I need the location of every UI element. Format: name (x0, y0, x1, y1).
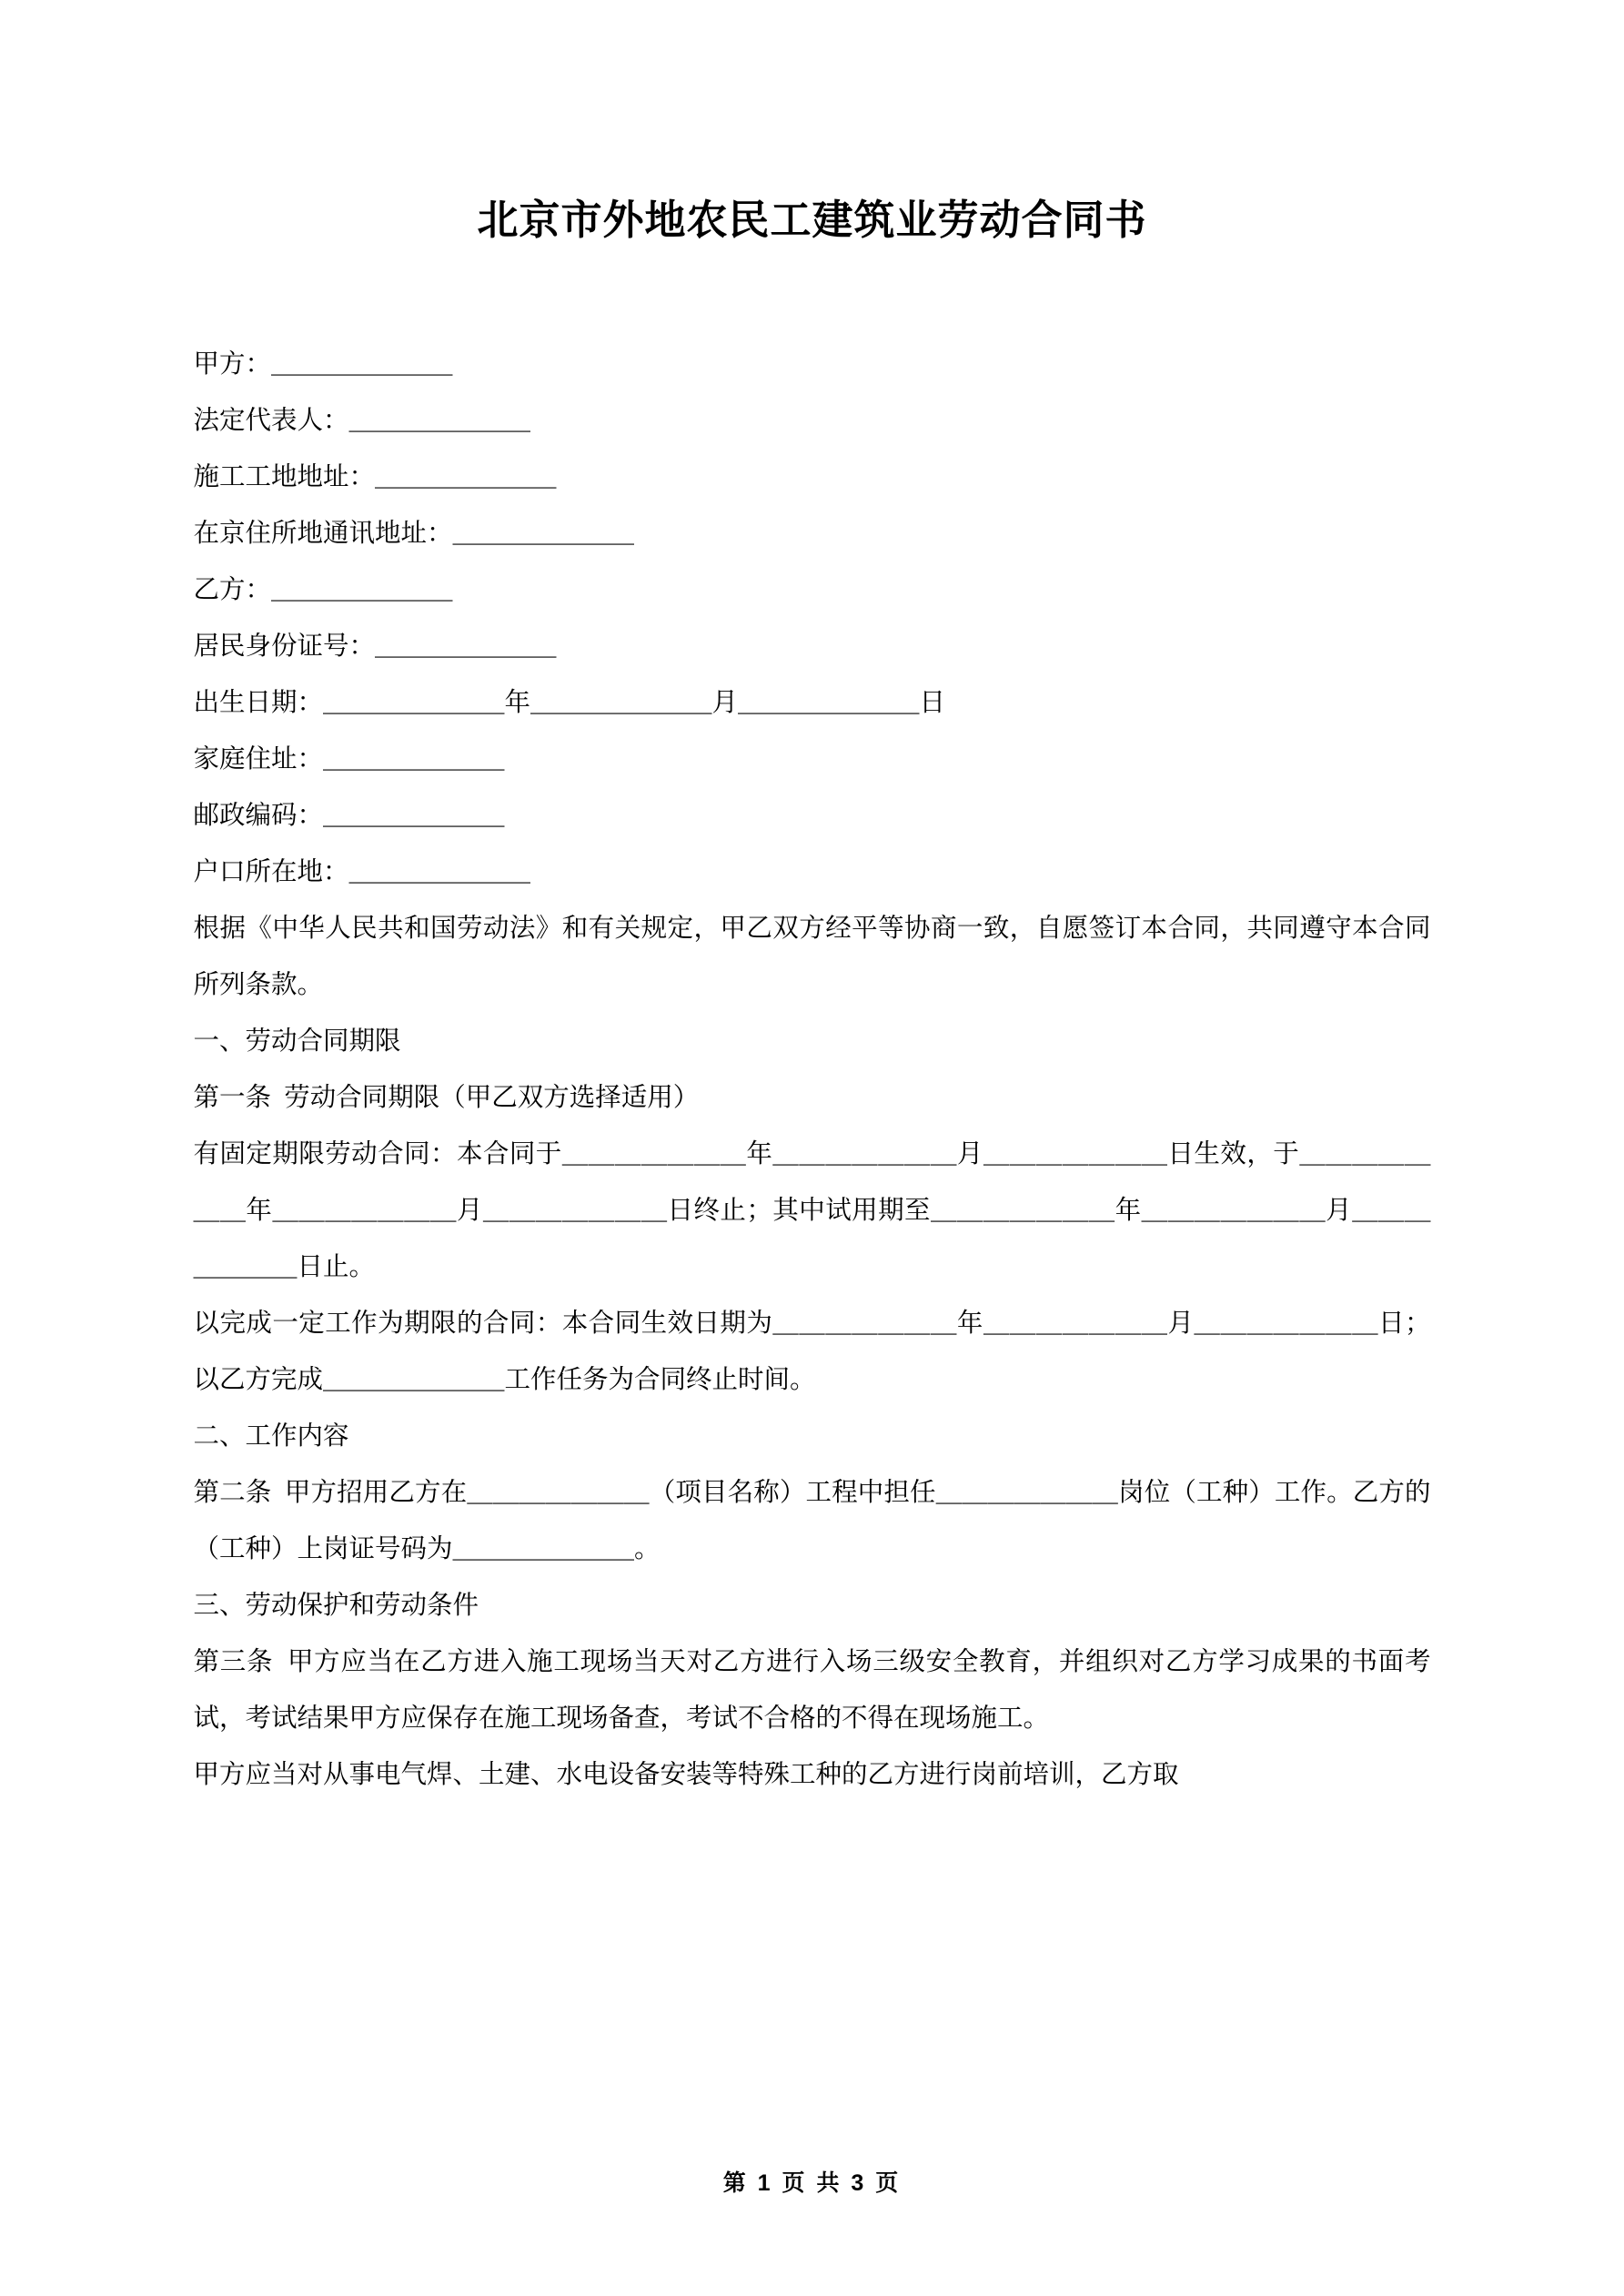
field-line: 户口所在地：＿＿＿＿＿＿＿ (193, 858, 531, 886)
field-line: 出生日期：＿＿＿＿＿＿＿年＿＿＿＿＿＿＿月＿＿＿＿＿＿＿日 (193, 689, 946, 717)
paragraph: 根据《中华人民共和国劳动法》和有关规定，甲乙双方经平等协商一致，自愿签订本合同，共同遵守本合同所列条款。 (193, 915, 1431, 999)
section-heading: 二、工作内容 (193, 1422, 349, 1451)
section-heading: 一、劳动合同期限 (193, 1027, 401, 1056)
field-line: 居民身份证号：＿＿＿＿＿＿＿ (193, 632, 557, 661)
page-footer: 第 1 页 共 3 页 (722, 2170, 902, 2196)
page-title: 北京市外地农民工建筑业劳动合同书 (477, 197, 1147, 243)
field-line: 施工工地地址：＿＿＿＿＿＿＿ (193, 463, 557, 491)
paragraph: 第三条 甲方应当在乙方进入施工现场当天对乙方进行入场三级安全教育，并组织对乙方学习成果的书面考试，考试结果甲方应保存在施工现场备查，考试不合格的不得在现场施工。 (193, 1648, 1431, 1733)
document-body (194, 246, 1431, 1804)
field-line: 家庭住址：＿＿＿＿＿＿＿ (193, 745, 505, 774)
field-line: 邮政编码：＿＿＿＿＿＿＿ (193, 802, 505, 830)
paragraph: 甲方应当对从事电气焊、土建、水电设备安装等特殊工种的乙方进行岗前培训，乙方取 (193, 1761, 1179, 1789)
field-line: 法定代表人：＿＿＿＿＿＿＿ (193, 407, 531, 435)
field-line: 甲方：＿＿＿＿＿＿＿ (193, 350, 453, 379)
section-heading: 三、劳动保护和劳动条件 (193, 1592, 479, 1620)
paragraph: 以完成一定工作为期限的合同：本合同生效日期为＿＿＿＿＿＿＿年＿＿＿＿＿＿＿月＿＿＿＿＿＿＿日；以乙方完成＿＿＿＿＿＿＿工作任务为合同终止时间。 (193, 1310, 1431, 1394)
field-line: 乙方：＿＿＿＿＿＿＿ (193, 576, 453, 604)
field-line: 在京住所地通讯地址：＿＿＿＿＿＿＿ (193, 520, 635, 548)
paragraph: 有固定期限劳动合同：本合同于＿＿＿＿＿＿＿年＿＿＿＿＿＿＿月＿＿＿＿＿＿＿日生效，于＿＿＿＿＿＿＿年＿＿＿＿＿＿＿月＿＿＿＿＿＿＿日终止；其中试用期至＿＿＿＿＿＿＿年＿＿＿＿＿＿＿月＿＿＿＿＿＿＿日止。 (193, 1140, 1431, 1281)
clause-heading: 第一条 劳动合同期限（甲乙双方选择适用） (193, 1084, 700, 1112)
paragraph: 第二条 甲方招用乙方在＿＿＿＿＿＿＿（项目名称）工程中担任＿＿＿＿＿＿＿岗位（工种）工作。乙方的（工种）上岗证号码为＿＿＿＿＿＿＿。 (193, 1479, 1431, 1563)
